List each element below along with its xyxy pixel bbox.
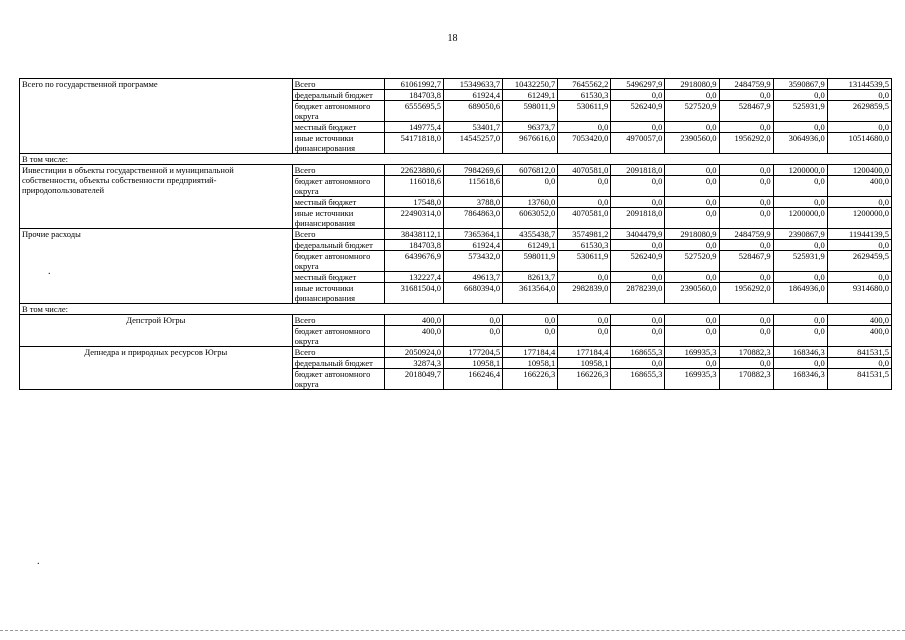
amount-cell: 2390867,9: [773, 229, 827, 240]
amount-cell: 177184,4: [558, 347, 611, 358]
amount-cell: 0,0: [719, 208, 773, 229]
amount-cell: 3404479,9: [611, 229, 665, 240]
amount-cell: 61249,1: [503, 240, 558, 251]
amount-cell: 2091818,0: [611, 208, 665, 229]
amount-cell: 10958,1: [443, 358, 502, 369]
amount-cell: 49613,7: [443, 272, 502, 283]
amount-cell: 184703,8: [384, 90, 443, 101]
amount-cell: 11944139,5: [827, 229, 891, 240]
amount-cell: 0,0: [773, 122, 827, 133]
amount-cell: 169935,3: [665, 369, 719, 390]
amount-cell: 0,0: [558, 197, 611, 208]
amount-cell: 4070581,0: [558, 165, 611, 176]
amount-cell: 0,0: [611, 272, 665, 283]
amount-cell: 9676616,0: [503, 133, 558, 154]
amount-cell: 0,0: [773, 176, 827, 197]
funding-source: иные источники финансирования: [292, 283, 384, 304]
amount-cell: 0,0: [827, 240, 891, 251]
amount-cell: 2629859,5: [827, 101, 891, 122]
amount-cell: 0,0: [665, 358, 719, 369]
budget-table: [19, 78, 892, 390]
amount-cell: 525931,9: [773, 101, 827, 122]
amount-cell: 400,0: [827, 326, 891, 347]
amount-cell: 170882,3: [719, 369, 773, 390]
amount-cell: 400,0: [384, 315, 443, 326]
amount-cell: 170882,3: [719, 347, 773, 358]
table-row: [20, 347, 892, 358]
amount-cell: 0,0: [827, 197, 891, 208]
amount-cell: 573432,0: [443, 251, 502, 272]
amount-cell: 0,0: [719, 165, 773, 176]
amount-cell: 132227,4: [384, 272, 443, 283]
amount-cell: 177204,5: [443, 347, 502, 358]
amount-cell: 0,0: [665, 272, 719, 283]
amount-cell: 0,0: [665, 315, 719, 326]
amount-cell: 0,0: [611, 326, 665, 347]
amount-cell: 0,0: [719, 176, 773, 197]
amount-cell: 13144539,5: [827, 79, 891, 90]
amount-cell: 0,0: [558, 176, 611, 197]
amount-cell: 6063052,0: [503, 208, 558, 229]
amount-cell: 22623880,6: [384, 165, 443, 176]
funding-source: федеральный бюджет: [292, 358, 384, 369]
section-label: В том числе:: [20, 154, 892, 165]
amount-cell: 3613564,0: [503, 283, 558, 304]
amount-cell: 528467,9: [719, 251, 773, 272]
amount-cell: 0,0: [773, 358, 827, 369]
amount-cell: 115618,6: [443, 176, 502, 197]
amount-cell: 0,0: [611, 197, 665, 208]
amount-cell: 0,0: [719, 272, 773, 283]
funding-source: бюджет автономного округа: [292, 101, 384, 122]
amount-cell: 3590867,9: [773, 79, 827, 90]
stray-mark: .: [37, 556, 40, 567]
amount-cell: 0,0: [503, 315, 558, 326]
amount-cell: 10514680,0: [827, 133, 891, 154]
amount-cell: 0,0: [773, 326, 827, 347]
amount-cell: 54171818,0: [384, 133, 443, 154]
amount-cell: 184703,8: [384, 240, 443, 251]
amount-cell: 2050924,0: [384, 347, 443, 358]
amount-cell: 400,0: [827, 315, 891, 326]
amount-cell: 2484759,9: [719, 79, 773, 90]
amount-cell: 598011,9: [503, 251, 558, 272]
amount-cell: 0,0: [665, 165, 719, 176]
amount-cell: 0,0: [665, 240, 719, 251]
section-label: В том числе:: [20, 304, 892, 315]
amount-cell: 10432250,7: [503, 79, 558, 90]
funding-source: Всего: [292, 347, 384, 358]
budget-table-body: [20, 79, 892, 390]
amount-cell: 166226,3: [503, 369, 558, 390]
funding-source: местный бюджет: [292, 197, 384, 208]
amount-cell: 3788,0: [443, 197, 502, 208]
amount-cell: 0,0: [719, 90, 773, 101]
funding-source: бюджет автономного округа: [292, 176, 384, 197]
amount-cell: 168655,3: [611, 369, 665, 390]
table-row: [20, 315, 892, 326]
amount-cell: 0,0: [558, 315, 611, 326]
amount-cell: 1864936,0: [773, 283, 827, 304]
amount-cell: 530611,9: [558, 101, 611, 122]
amount-cell: 4970057,0: [611, 133, 665, 154]
funding-source: Всего: [292, 165, 384, 176]
amount-cell: 7984269,6: [443, 165, 502, 176]
amount-cell: 0,0: [611, 358, 665, 369]
page-number: 18: [447, 33, 458, 44]
amount-cell: 841531,5: [827, 347, 891, 358]
stray-mark: .: [48, 266, 51, 277]
table-row: [20, 79, 892, 90]
amount-cell: 0,0: [665, 197, 719, 208]
program-item-name: Инвестиции в объекты государственной и муниципальной собственности, объекты собственности предприятий-природопользователей: [20, 165, 293, 229]
amount-cell: 0,0: [773, 272, 827, 283]
amount-cell: 22490314,0: [384, 208, 443, 229]
funding-source: местный бюджет: [292, 122, 384, 133]
amount-cell: 2918080,9: [665, 229, 719, 240]
amount-cell: 0,0: [665, 326, 719, 347]
amount-cell: 169935,3: [665, 347, 719, 358]
amount-cell: 3064936,0: [773, 133, 827, 154]
amount-cell: 53401,7: [443, 122, 502, 133]
amount-cell: 0,0: [773, 90, 827, 101]
amount-cell: 168346,3: [773, 369, 827, 390]
amount-cell: 96373,7: [503, 122, 558, 133]
program-item-name: Прочие расходы: [20, 229, 293, 304]
amount-cell: 31681504,0: [384, 283, 443, 304]
amount-cell: 0,0: [773, 240, 827, 251]
amount-cell: 2629459,5: [827, 251, 891, 272]
amount-cell: 2982839,0: [558, 283, 611, 304]
amount-cell: 400,0: [384, 326, 443, 347]
amount-cell: 0,0: [665, 122, 719, 133]
amount-cell: 528467,9: [719, 101, 773, 122]
amount-cell: 0,0: [665, 176, 719, 197]
amount-cell: 2878239,0: [611, 283, 665, 304]
amount-cell: 2091818,0: [611, 165, 665, 176]
table-row: [20, 229, 892, 240]
funding-source: Всего: [292, 315, 384, 326]
funding-source: Всего: [292, 79, 384, 90]
amount-cell: 4355438,7: [503, 229, 558, 240]
amount-cell: 0,0: [611, 176, 665, 197]
funding-source: бюджет автономного округа: [292, 369, 384, 390]
amount-cell: 0,0: [773, 315, 827, 326]
amount-cell: 61061992,7: [384, 79, 443, 90]
amount-cell: 61530,3: [558, 240, 611, 251]
amount-cell: 0,0: [827, 272, 891, 283]
amount-cell: 7365364,1: [443, 229, 502, 240]
amount-cell: 13760,0: [503, 197, 558, 208]
amount-cell: 15349633,7: [443, 79, 502, 90]
amount-cell: 166246,4: [443, 369, 502, 390]
amount-cell: 82613,7: [503, 272, 558, 283]
amount-cell: 1200000,0: [827, 208, 891, 229]
amount-cell: 9314680,0: [827, 283, 891, 304]
amount-cell: 166226,3: [558, 369, 611, 390]
funding-source: бюджет автономного округа: [292, 251, 384, 272]
amount-cell: 525931,9: [773, 251, 827, 272]
section-row: [20, 304, 892, 315]
amount-cell: 0,0: [827, 122, 891, 133]
amount-cell: 7053420,0: [558, 133, 611, 154]
amount-cell: 0,0: [503, 326, 558, 347]
page-bottom-edge: [0, 630, 905, 631]
amount-cell: 7645562,2: [558, 79, 611, 90]
program-item-name: Депстрой Югры: [20, 315, 293, 347]
amount-cell: 527520,9: [665, 101, 719, 122]
amount-cell: 841531,5: [827, 369, 891, 390]
amount-cell: 527520,9: [665, 251, 719, 272]
amount-cell: 2918080,9: [665, 79, 719, 90]
amount-cell: 10958,1: [558, 358, 611, 369]
amount-cell: 689050,6: [443, 101, 502, 122]
funding-source: федеральный бюджет: [292, 240, 384, 251]
amount-cell: 61530,3: [558, 90, 611, 101]
amount-cell: 4070581,0: [558, 208, 611, 229]
amount-cell: 7864863,0: [443, 208, 502, 229]
amount-cell: 149775,4: [384, 122, 443, 133]
amount-cell: 17548,0: [384, 197, 443, 208]
amount-cell: 14545257,0: [443, 133, 502, 154]
amount-cell: 10958,1: [503, 358, 558, 369]
amount-cell: 0,0: [611, 90, 665, 101]
amount-cell: 32874,3: [384, 358, 443, 369]
funding-source: иные источники финансирования: [292, 133, 384, 154]
amount-cell: 0,0: [719, 315, 773, 326]
section-row: [20, 154, 892, 165]
amount-cell: 6680394,0: [443, 283, 502, 304]
amount-cell: 168655,3: [611, 347, 665, 358]
amount-cell: 116018,6: [384, 176, 443, 197]
funding-source: местный бюджет: [292, 272, 384, 283]
program-item-name: Депнедра и природных ресурсов Югры: [20, 347, 293, 390]
amount-cell: 0,0: [719, 240, 773, 251]
funding-source: бюджет автономного округа: [292, 326, 384, 347]
amount-cell: 1200000,0: [773, 208, 827, 229]
amount-cell: 38438112,1: [384, 229, 443, 240]
amount-cell: 2018049,7: [384, 369, 443, 390]
amount-cell: 598011,9: [503, 101, 558, 122]
funding-source: Всего: [292, 229, 384, 240]
amount-cell: 177184,4: [503, 347, 558, 358]
amount-cell: 0,0: [827, 90, 891, 101]
amount-cell: 0,0: [719, 122, 773, 133]
amount-cell: 6439676,9: [384, 251, 443, 272]
amount-cell: 0,0: [611, 122, 665, 133]
amount-cell: 0,0: [719, 326, 773, 347]
funding-source: иные источники финансирования: [292, 208, 384, 229]
amount-cell: 0,0: [503, 176, 558, 197]
amount-cell: 0,0: [443, 326, 502, 347]
table-row: [20, 165, 892, 176]
program-item-name: Всего по государственной программе: [20, 79, 293, 154]
amount-cell: 3574981,2: [558, 229, 611, 240]
amount-cell: 0,0: [773, 197, 827, 208]
amount-cell: 526240,9: [611, 251, 665, 272]
amount-cell: 0,0: [719, 197, 773, 208]
amount-cell: 2390560,0: [665, 133, 719, 154]
amount-cell: 1956292,0: [719, 133, 773, 154]
amount-cell: 0,0: [443, 315, 502, 326]
amount-cell: 0,0: [611, 315, 665, 326]
amount-cell: 5496297,9: [611, 79, 665, 90]
amount-cell: 61924,4: [443, 240, 502, 251]
amount-cell: 0,0: [827, 358, 891, 369]
amount-cell: 2484759,9: [719, 229, 773, 240]
amount-cell: 61924,4: [443, 90, 502, 101]
amount-cell: 168346,3: [773, 347, 827, 358]
amount-cell: 526240,9: [611, 101, 665, 122]
amount-cell: 1200000,0: [773, 165, 827, 176]
amount-cell: 61249,1: [503, 90, 558, 101]
amount-cell: 6076812,0: [503, 165, 558, 176]
amount-cell: 0,0: [558, 122, 611, 133]
funding-source: федеральный бюджет: [292, 90, 384, 101]
amount-cell: 1956292,0: [719, 283, 773, 304]
amount-cell: 0,0: [665, 208, 719, 229]
amount-cell: 400,0: [827, 176, 891, 197]
amount-cell: 0,0: [719, 358, 773, 369]
amount-cell: 6555695,5: [384, 101, 443, 122]
amount-cell: 0,0: [611, 240, 665, 251]
amount-cell: 1200400,0: [827, 165, 891, 176]
amount-cell: 0,0: [665, 90, 719, 101]
amount-cell: 2390560,0: [665, 283, 719, 304]
amount-cell: 0,0: [558, 272, 611, 283]
amount-cell: 530611,9: [558, 251, 611, 272]
amount-cell: 0,0: [558, 326, 611, 347]
